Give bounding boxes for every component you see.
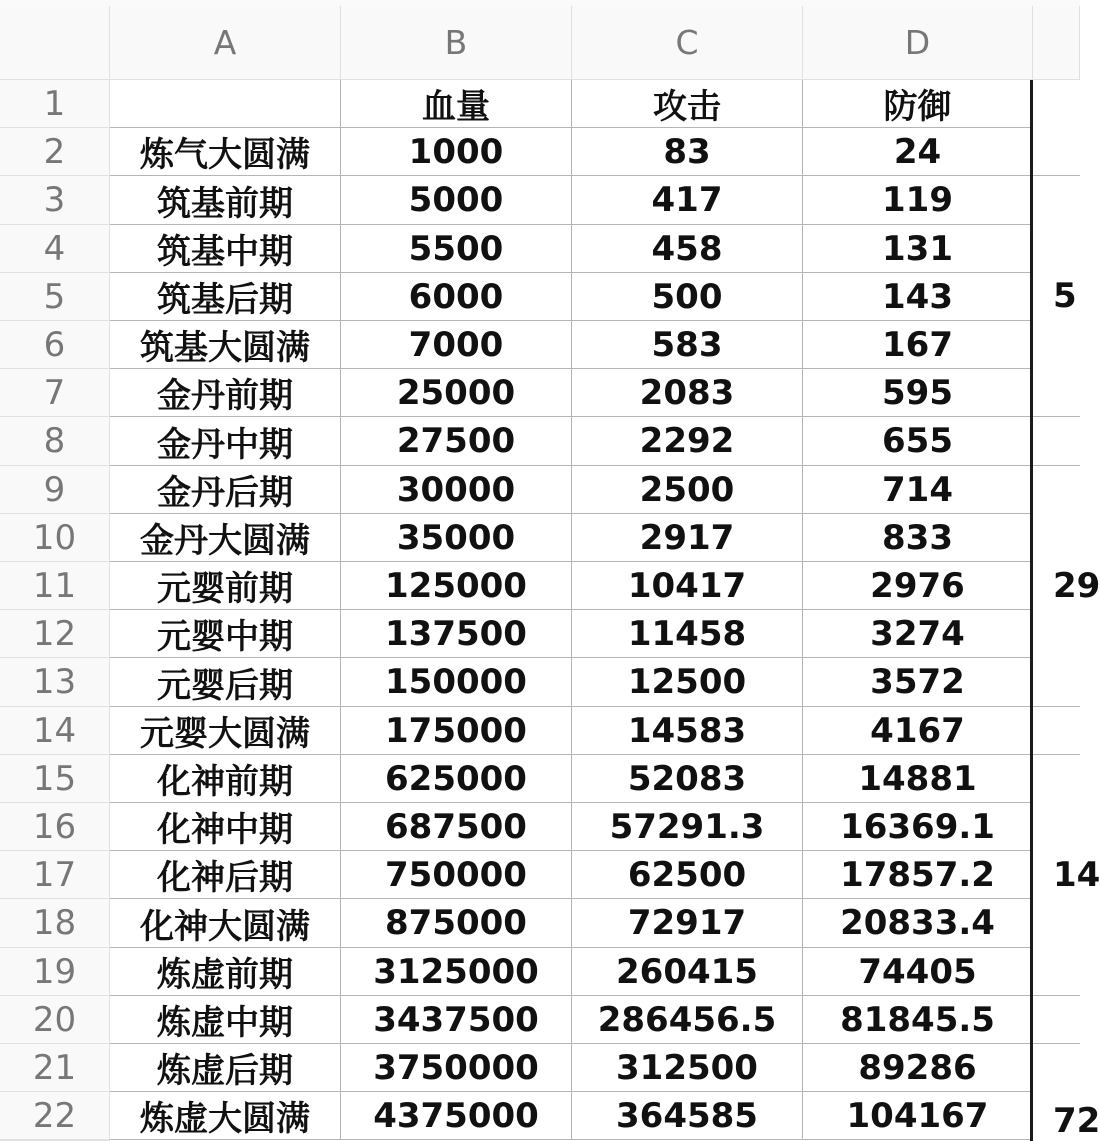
cell-b9[interactable]: 30000: [341, 466, 572, 514]
row-header-18[interactable]: 18: [0, 899, 110, 948]
row-header-16[interactable]: 16: [0, 803, 110, 851]
cell-c6[interactable]: 583: [572, 321, 803, 369]
row-header-9[interactable]: 9: [0, 466, 110, 514]
cell-a21[interactable]: 炼虚后期: [110, 1044, 341, 1092]
row-header-2[interactable]: 2: [0, 128, 110, 176]
cell-b14[interactable]: 175000: [341, 707, 572, 755]
row-header-11[interactable]: 11: [0, 562, 110, 610]
cell-b7[interactable]: 25000: [341, 369, 572, 417]
cell-d2[interactable]: 24: [803, 128, 1033, 176]
cell-b20[interactable]: 3437500: [341, 996, 572, 1044]
cell-a19[interactable]: 炼虚前期: [110, 948, 341, 996]
cell-c11[interactable]: 10417: [572, 562, 803, 610]
cell-c5[interactable]: 500: [572, 273, 803, 321]
cell-d22[interactable]: 104167: [803, 1092, 1033, 1140]
cell-e-merged-4[interactable]: 29: [1033, 466, 1080, 707]
cell-c20[interactable]: 286456.5: [572, 996, 803, 1044]
cell-b1[interactable]: 血量: [341, 80, 572, 128]
row-header-20[interactable]: 20: [0, 996, 110, 1044]
row-header-13[interactable]: 13: [0, 658, 110, 707]
cell-a2[interactable]: 炼气大圆满: [110, 128, 341, 176]
cell-a4[interactable]: 筑基中期: [110, 225, 341, 273]
cell-c17[interactable]: 62500: [572, 851, 803, 899]
row-header-21[interactable]: 21: [0, 1044, 110, 1092]
cell-d9[interactable]: 714: [803, 466, 1033, 514]
cell-d16[interactable]: 16369.1: [803, 803, 1033, 851]
cell-d10[interactable]: 833: [803, 514, 1033, 562]
row-header-1[interactable]: 1: [0, 80, 110, 128]
cell-d17[interactable]: 17857.2: [803, 851, 1033, 899]
cell-a10[interactable]: 金丹大圆满: [110, 514, 341, 562]
cell-a8[interactable]: 金丹中期: [110, 417, 341, 466]
cell-e-merged-6[interactable]: 14: [1033, 755, 1080, 996]
cell-b18[interactable]: 875000: [341, 899, 572, 948]
cell-d11[interactable]: 2976: [803, 562, 1033, 610]
cell-b2[interactable]: 1000: [341, 128, 572, 176]
cell-b4[interactable]: 5500: [341, 225, 572, 273]
cell-a6[interactable]: 筑基大圆满: [110, 321, 341, 369]
column-header-e-partial[interactable]: [1033, 6, 1080, 80]
cell-d21[interactable]: 89286: [803, 1044, 1033, 1092]
cell-e-merged-5[interactable]: [1033, 707, 1080, 755]
cell-b6[interactable]: 7000: [341, 321, 572, 369]
cell-b8[interactable]: 27500: [341, 417, 572, 466]
cell-a22[interactable]: 炼虚大圆满: [110, 1092, 341, 1140]
row-header-15[interactable]: 15: [0, 755, 110, 803]
cell-a1[interactable]: [110, 80, 341, 128]
cell-a14[interactable]: 元婴大圆满: [110, 707, 341, 755]
cell-c7[interactable]: 2083: [572, 369, 803, 417]
cell-a7[interactable]: 金丹前期: [110, 369, 341, 417]
row-header-4[interactable]: 4: [0, 225, 110, 273]
row-header-12[interactable]: 12: [0, 610, 110, 658]
cell-c21[interactable]: 312500: [572, 1044, 803, 1092]
cell-b11[interactable]: 125000: [341, 562, 572, 610]
cell-e-merged-2[interactable]: 5: [1033, 176, 1080, 417]
cell-a18[interactable]: 化神大圆满: [110, 899, 341, 948]
cell-d6[interactable]: 167: [803, 321, 1033, 369]
cell-a17[interactable]: 化神后期: [110, 851, 341, 899]
cell-c16[interactable]: 57291.3: [572, 803, 803, 851]
cell-b13[interactable]: 150000: [341, 658, 572, 707]
cell-a5[interactable]: 筑基后期: [110, 273, 341, 321]
cell-a16[interactable]: 化神中期: [110, 803, 341, 851]
row-header-14[interactable]: 14: [0, 707, 110, 755]
column-header-b[interactable]: B: [341, 6, 572, 80]
cell-d8[interactable]: 655: [803, 417, 1033, 466]
row-header-3[interactable]: 3: [0, 176, 110, 225]
cell-b5[interactable]: 6000: [341, 273, 572, 321]
cell-c4[interactable]: 458: [572, 225, 803, 273]
row-header-22[interactable]: 22: [0, 1092, 110, 1140]
cell-d4[interactable]: 131: [803, 225, 1033, 273]
cell-d13[interactable]: 3572: [803, 658, 1033, 707]
row-header-19[interactable]: 19: [0, 948, 110, 996]
cell-b16[interactable]: 687500: [341, 803, 572, 851]
column-header-c[interactable]: C: [572, 6, 803, 80]
cell-d7[interactable]: 595: [803, 369, 1033, 417]
cell-e-merged-7[interactable]: [1033, 996, 1080, 1044]
cell-c22[interactable]: 364585: [572, 1092, 803, 1140]
cell-c8[interactable]: 2292: [572, 417, 803, 466]
cell-b3[interactable]: 5000: [341, 176, 572, 225]
row-header-7[interactable]: 7: [0, 369, 110, 417]
cell-c1[interactable]: 攻击: [572, 80, 803, 128]
cell-d20[interactable]: 81845.5: [803, 996, 1033, 1044]
cell-b21[interactable]: 3750000: [341, 1044, 572, 1092]
cell-c19[interactable]: 260415: [572, 948, 803, 996]
cell-d15[interactable]: 14881: [803, 755, 1033, 803]
cell-d3[interactable]: 119: [803, 176, 1033, 225]
cell-b22[interactable]: 4375000: [341, 1092, 572, 1140]
cell-b15[interactable]: 625000: [341, 755, 572, 803]
cell-d5[interactable]: 143: [803, 273, 1033, 321]
cell-d19[interactable]: 74405: [803, 948, 1033, 996]
cell-c13[interactable]: 12500: [572, 658, 803, 707]
cell-c2[interactable]: 83: [572, 128, 803, 176]
cell-b12[interactable]: 137500: [341, 610, 572, 658]
cell-a9[interactable]: 金丹后期: [110, 466, 341, 514]
cell-c15[interactable]: 52083: [572, 755, 803, 803]
column-header-a[interactable]: A: [110, 6, 341, 80]
cell-d18[interactable]: 20833.4: [803, 899, 1033, 948]
cell-a13[interactable]: 元婴后期: [110, 658, 341, 707]
cell-d1[interactable]: 防御: [803, 80, 1033, 128]
cell-c9[interactable]: 2500: [572, 466, 803, 514]
cell-c10[interactable]: 2917: [572, 514, 803, 562]
cell-a11[interactable]: 元婴前期: [110, 562, 341, 610]
cell-e-merged-1[interactable]: [1033, 80, 1080, 176]
cell-a3[interactable]: 筑基前期: [110, 176, 341, 225]
cell-c18[interactable]: 72917: [572, 899, 803, 948]
row-header-8[interactable]: 8: [0, 417, 110, 466]
cell-b19[interactable]: 3125000: [341, 948, 572, 996]
cell-a20[interactable]: 炼虚中期: [110, 996, 341, 1044]
cell-c3[interactable]: 417: [572, 176, 803, 225]
cell-b17[interactable]: 750000: [341, 851, 572, 899]
column-header-d[interactable]: D: [803, 6, 1033, 80]
row-header-10[interactable]: 10: [0, 514, 110, 562]
cell-c14[interactable]: 14583: [572, 707, 803, 755]
cell-e-merged-8[interactable]: 72: [1053, 1101, 1100, 1141]
cell-d14[interactable]: 4167: [803, 707, 1033, 755]
cell-c12[interactable]: 11458: [572, 610, 803, 658]
cell-e-merged-3[interactable]: [1033, 417, 1080, 466]
row-header-5[interactable]: 5: [0, 273, 110, 321]
select-all-corner[interactable]: [0, 6, 110, 80]
cell-d12[interactable]: 3274: [803, 610, 1033, 658]
cell-a12[interactable]: 元婴中期: [110, 610, 341, 658]
cell-b10[interactable]: 35000: [341, 514, 572, 562]
row-header-17[interactable]: 17: [0, 851, 110, 899]
row-header-6[interactable]: 6: [0, 321, 110, 369]
cell-a15[interactable]: 化神前期: [110, 755, 341, 803]
